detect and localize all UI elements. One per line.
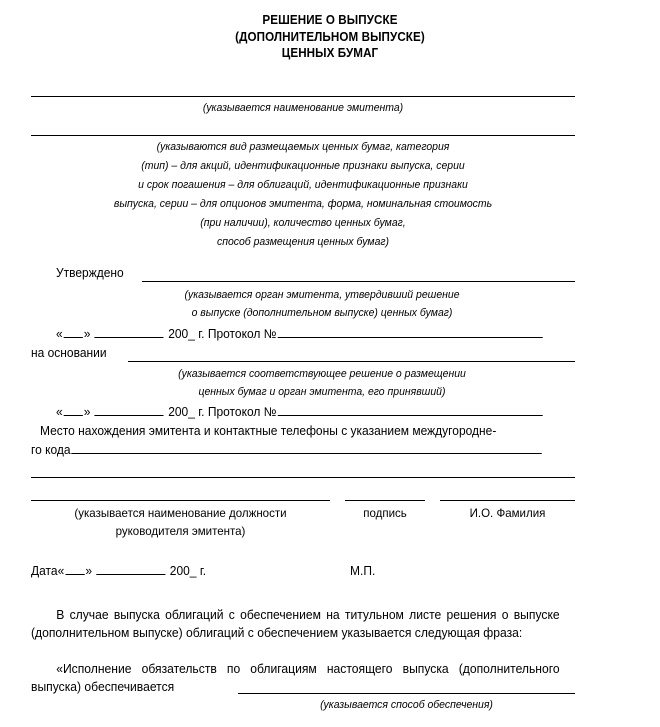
basis-date-open-quote: « [56, 405, 63, 419]
approved-protocol-label: Протокол № [207, 327, 277, 341]
guarantee-method-rule[interactable] [238, 693, 575, 694]
position-caption-line-2: руководителя эмитента) [115, 524, 246, 538]
date-open-quote: « [57, 564, 65, 578]
approved-year: 200_ [168, 327, 195, 341]
location-continuation-rule[interactable] [31, 477, 575, 478]
basis-protocol-row [56, 404, 543, 421]
securities-caption-line-6: способ размещения ценных бумаг) [216, 236, 390, 248]
page-title [23, 12, 637, 62]
basis-day-blank[interactable] [64, 404, 83, 416]
footer-paragraph-2-text: «Исполнение обязательств по облигациям настоящего выпуска (дополнительного выпуска) обеспечивается [31, 662, 560, 694]
securities-caption-line-3: и срок погашения – для облигаций, идентификационные признаки [138, 179, 468, 191]
approved-caption-line-1: (указывается орган эмитента, утвердивший решение [184, 289, 460, 301]
approved-month-blank[interactable] [95, 326, 164, 338]
approved-caption-line-2: о выпуске (дополнительном выпуске) ценных бумаг) [191, 307, 453, 319]
date-year-unit: г. [199, 564, 207, 578]
approved-date-close-quote: » [83, 327, 91, 341]
title-line-1: РЕШЕНИЕ О ВЫПУСКЕ [262, 13, 398, 27]
issuer-name-caption: (указывается наименование эмитента) [202, 102, 404, 114]
securities-caption-line-2: (тип) – для акций, идентификационные признаки выпуска, серии [141, 160, 465, 172]
approved-label-row [56, 265, 124, 282]
basis-year-unit: г. [198, 405, 205, 419]
date-label: Дата [31, 564, 58, 578]
guarantee-method-caption: (указывается способ обеспечения) [320, 699, 493, 711]
approved-day-blank[interactable] [64, 326, 83, 338]
basis-year: 200_ [168, 405, 195, 419]
location-line-1: Место нахождения эмитента и контактные телефоны с указанием междугородне- [40, 424, 497, 438]
location-line-2 [31, 442, 543, 459]
title-line-3: ЦЕННЫХ БУМАГ [281, 46, 379, 60]
issuer-name-rule[interactable] [31, 96, 575, 97]
location-line-2-label: го кода [31, 443, 71, 457]
approved-label: Утверждено [56, 266, 124, 280]
name-label: И.О. Фамилия [469, 506, 546, 520]
approved-year-unit: г. [198, 327, 205, 341]
basis-protocol-number-blank[interactable] [278, 404, 543, 416]
date-month-blank[interactable] [96, 563, 165, 575]
footer-paragraph-2 [31, 661, 560, 696]
name-rule[interactable] [440, 500, 575, 501]
basis-label-row [31, 345, 107, 362]
basis-body-rule[interactable] [128, 361, 575, 362]
signature-rule[interactable] [345, 500, 425, 501]
footer-paragraph-1 [31, 607, 560, 642]
approved-body-rule[interactable] [142, 281, 575, 282]
signature-label: подпись [363, 506, 407, 520]
title-line-2: (ДОПОЛНИТЕЛЬНОМ ВЫПУСКЕ) [235, 29, 425, 44]
basis-month-blank[interactable] [95, 404, 164, 416]
date-year: 200_ [169, 564, 197, 578]
approved-protocol-row [56, 326, 543, 343]
footer-paragraph-1-text: В случае выпуска облигаций с обеспечением на титульном листе решения о выпуске (дополнительном выпуске) облигаций с обеспечением указывается следующая фраза: [31, 608, 560, 640]
position-rule[interactable] [31, 500, 330, 501]
basis-protocol-label: Протокол № [207, 405, 277, 419]
securities-caption-line-5: (при наличии), количество ценных бумаг, [200, 217, 406, 229]
basis-caption-line-2: ценных бумаг и орган эмитента, его принявший) [198, 386, 446, 398]
location-value-blank[interactable] [72, 442, 542, 454]
date-close-quote: » [85, 564, 93, 578]
approved-date-open-quote: « [56, 327, 63, 341]
approved-protocol-number-blank[interactable] [278, 326, 543, 338]
stamp-label: М.П. [350, 564, 376, 578]
basis-label: на основании [31, 346, 107, 360]
date-row [31, 563, 206, 580]
securities-description-rule[interactable] [31, 135, 575, 136]
position-caption-line-1: (указывается наименование должности [74, 506, 287, 520]
securities-caption-line-1: (указываются вид размещаемых ценных бумаг, категория [156, 141, 450, 153]
basis-caption-line-1: (указывается соответствующее решение о размещении [178, 368, 466, 380]
basis-date-close-quote: » [83, 405, 91, 419]
securities-caption-line-4: выпуска, серии – для опционов эмитента, форма, номинальная стоимость [113, 198, 493, 210]
date-day-blank[interactable] [65, 563, 84, 575]
